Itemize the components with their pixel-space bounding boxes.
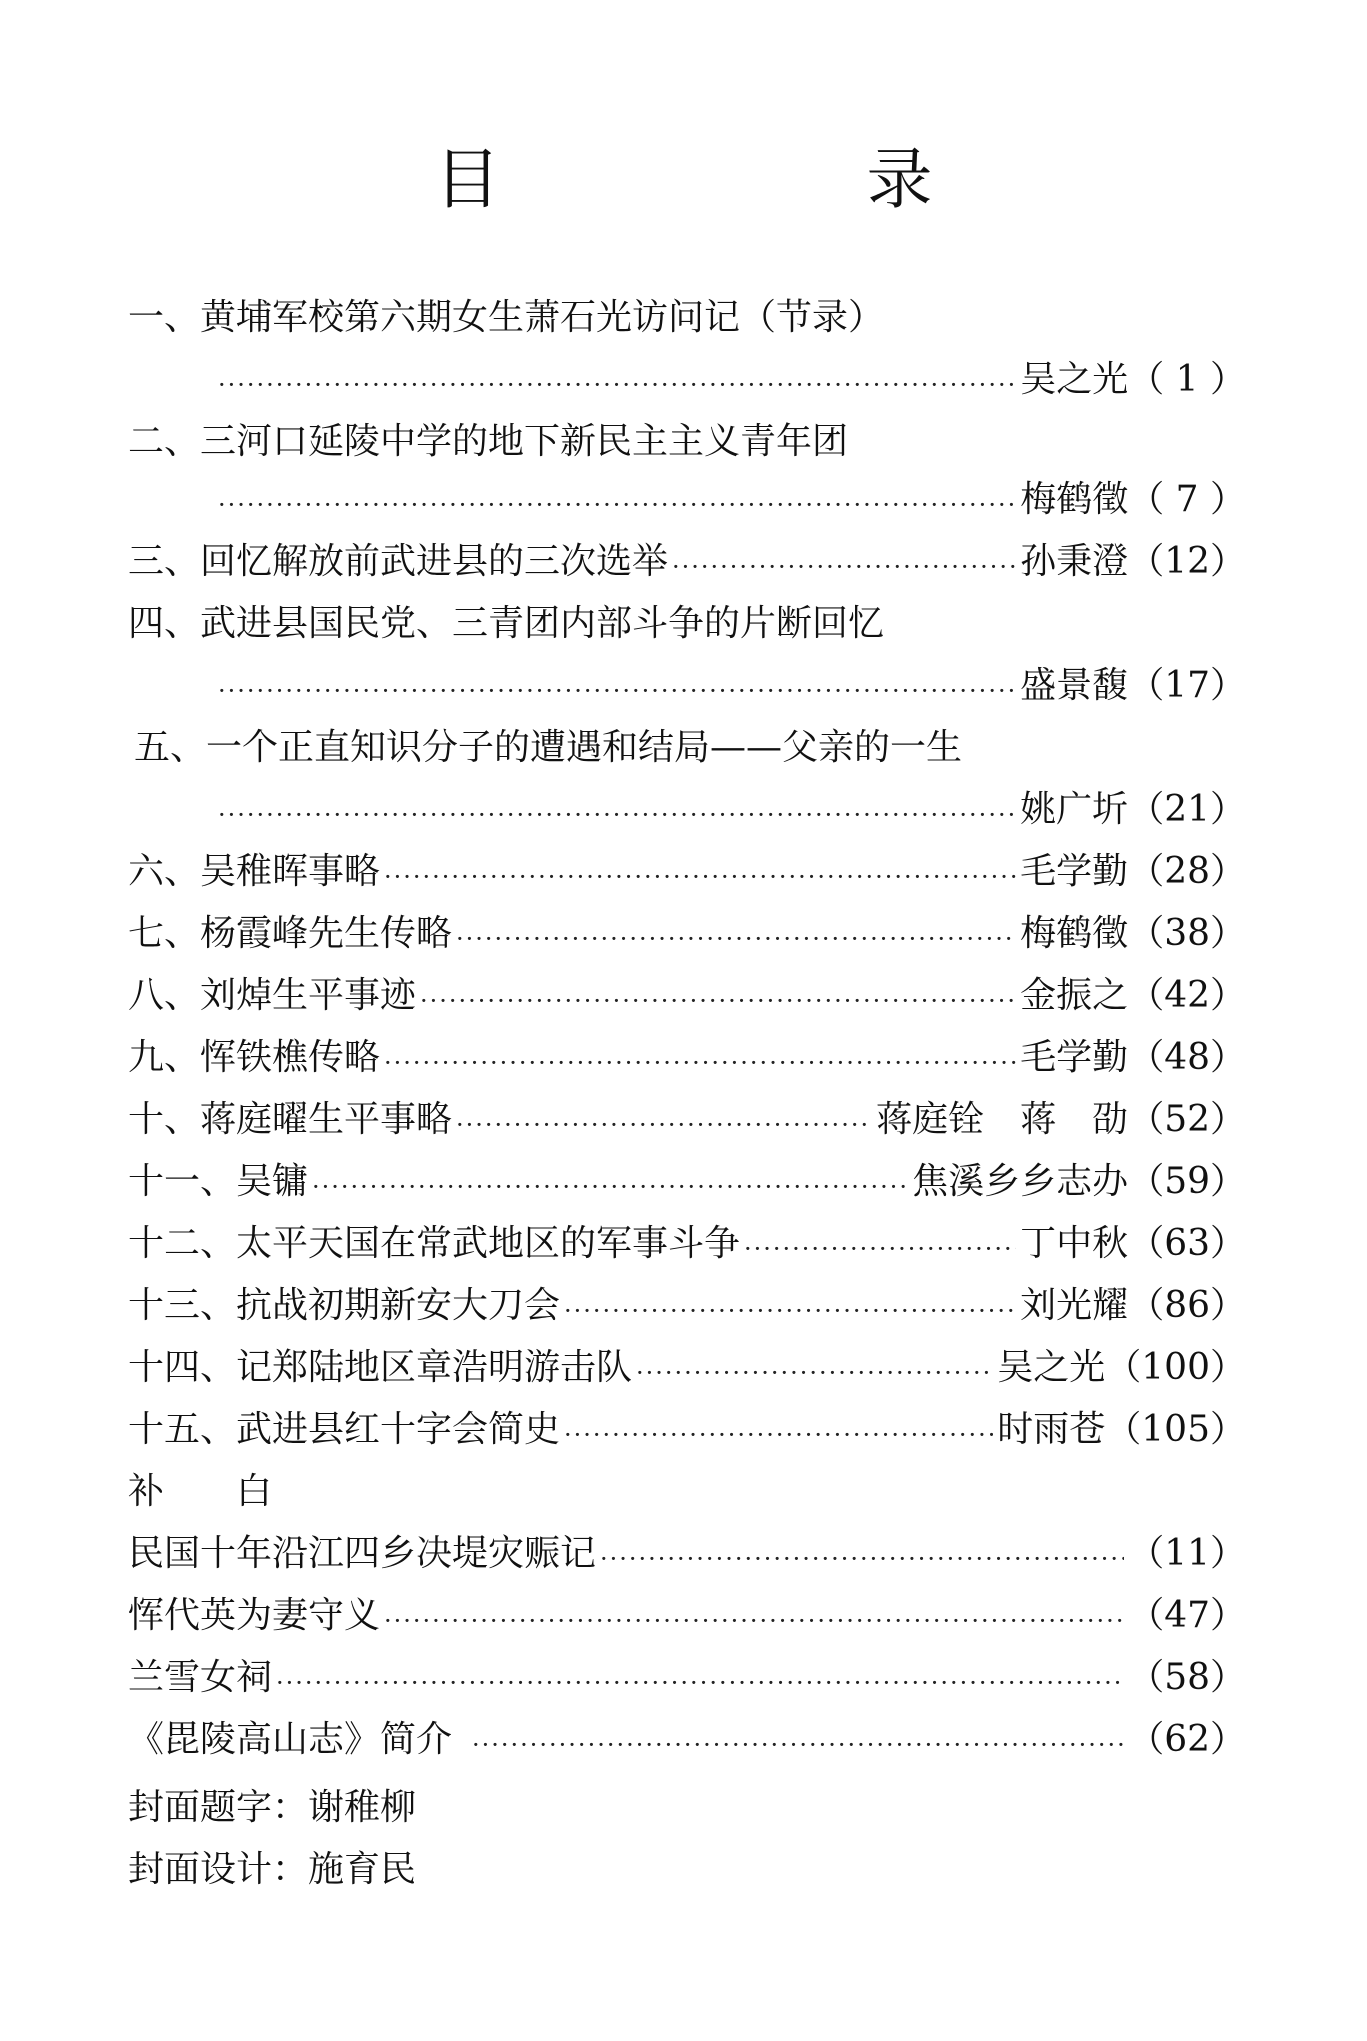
entry-page: （59） (1128, 1161, 1246, 1202)
toc-entry-5-leader[interactable] (128, 780, 1246, 832)
entry-title: 恽铁樵传略 (200, 1037, 381, 1078)
entry-author: 盛景馥 (1020, 665, 1129, 706)
entry-author: 梅鹤徵 (1020, 913, 1129, 954)
entry-author: 吴之光 (1020, 359, 1129, 400)
supplement-entry-4[interactable] (128, 1710, 1246, 1762)
entry-title: 刘焯生平事迹 (200, 975, 417, 1016)
entry-author: 焦溪乡乡志办 (912, 1161, 1129, 1202)
entry-number: 十三、 (128, 1285, 237, 1326)
cover-title-credit: 封面题字：谢稚柳 (128, 1787, 417, 1828)
entry-title: 三河口延陵中学的地下新民主主义青年团 (200, 421, 849, 462)
entry-title: 黄埔军校第六期女生萧石光访问记（节录） (200, 297, 885, 338)
entry-author: 毛学勤 (1020, 1037, 1129, 1078)
dot-leader (472, 1728, 1124, 1762)
dot-leader (564, 1294, 1016, 1328)
entry-page: （48） (1128, 1037, 1246, 1078)
dot-leader (672, 550, 1016, 584)
entry-title: 杨霞峰先生传略 (200, 913, 453, 954)
supplement-entry-1[interactable] (128, 1524, 1246, 1576)
supplement-entry-3[interactable] (128, 1648, 1246, 1700)
supplement-page: （62） (1128, 1719, 1246, 1760)
entry-page: （105） (1105, 1409, 1246, 1450)
entry-number: 十、 (128, 1099, 201, 1140)
dot-leader (218, 674, 1016, 708)
entry-page: （12） (1128, 541, 1246, 582)
toc-entry-3[interactable] (128, 532, 1246, 584)
toc-entry-11[interactable] (128, 1152, 1246, 1204)
entry-title: 太平天国在常武地区的军事斗争 (236, 1223, 741, 1264)
supplement-heading (128, 1462, 1246, 1514)
entry-page: （38） (1128, 913, 1246, 954)
toc-entry-14[interactable] (128, 1338, 1246, 1390)
entry-number: 十二、 (128, 1223, 237, 1264)
page-title: 目 录 (434, 141, 1083, 218)
toc-entry-1-leader[interactable] (128, 350, 1246, 402)
entry-author: 梅鹤徵 (1020, 479, 1129, 520)
supplement-page: （47） (1128, 1595, 1246, 1636)
entry-page: （100） (1105, 1347, 1246, 1388)
toc-entry-7[interactable] (128, 904, 1246, 956)
entry-page: （17） (1128, 665, 1246, 706)
dot-leader (384, 1604, 1124, 1638)
toc-entry-5[interactable] (134, 718, 1246, 770)
entry-number: 二、 (128, 421, 201, 462)
toc-entry-2[interactable] (128, 412, 1246, 464)
entry-title: 武进县国民党、三青团内部斗争的片断回忆 (200, 603, 885, 644)
entry-page: （42） (1128, 975, 1246, 1016)
entry-page: （63） (1128, 1223, 1246, 1264)
entry-number: 六、 (128, 851, 201, 892)
toc-entry-8[interactable] (128, 966, 1246, 1018)
dot-leader (384, 860, 1016, 894)
dot-leader (744, 1232, 1016, 1266)
dot-leader (420, 984, 1016, 1018)
toc-entry-12[interactable] (128, 1214, 1246, 1266)
entry-number: 一、 (128, 297, 201, 338)
supplement-page: （11） (1128, 1533, 1246, 1574)
entry-number: 十五、 (128, 1409, 237, 1450)
cover-design-credit: 封面设计：施育民 (128, 1849, 417, 1890)
entry-title: 记郑陆地区章浩明游击队 (236, 1347, 633, 1388)
dot-leader (456, 1108, 872, 1142)
entry-author: 丁中秋 (1020, 1223, 1129, 1264)
entry-number: 七、 (128, 913, 201, 954)
toc-entry-1[interactable] (128, 288, 1246, 340)
toc-entry-4-leader[interactable] (128, 656, 1246, 708)
dot-leader (218, 798, 1016, 832)
supplement-title: 恽代英为妻守义 (128, 1595, 381, 1636)
entry-author: 刘光耀 (1020, 1285, 1129, 1326)
entry-author: 金振之 (1020, 975, 1129, 1016)
dot-leader (456, 922, 1016, 956)
entry-page: （21） (1128, 789, 1246, 830)
entry-author: 姚广圻 (1020, 789, 1129, 830)
toc-entry-6[interactable] (128, 842, 1246, 894)
dot-leader (276, 1666, 1124, 1700)
supplement-entry-2[interactable] (128, 1586, 1246, 1638)
dot-leader (312, 1170, 908, 1204)
supplement-title: 《毘陵高山志》简介 (128, 1719, 453, 1760)
entry-title: 抗战初期新安大刀会 (236, 1285, 561, 1326)
dot-leader (600, 1542, 1124, 1576)
dot-leader (218, 368, 1016, 402)
entry-title: 蒋庭曜生平事略 (200, 1099, 453, 1140)
entry-title: 武进县红十字会简史 (236, 1409, 561, 1450)
entry-number: 四、 (128, 603, 201, 644)
entry-author: 蒋庭铨 蒋 劭 (876, 1099, 1129, 1140)
toc-entry-2-leader[interactable] (128, 470, 1246, 522)
toc-entry-4[interactable] (128, 594, 1246, 646)
entry-number: 十四、 (128, 1347, 237, 1388)
dot-leader (564, 1418, 993, 1452)
dot-leader (636, 1356, 993, 1390)
entry-author: 时雨苍 (997, 1409, 1106, 1450)
supplement-label: 补白 (128, 1471, 345, 1512)
entry-page: （52） (1128, 1099, 1246, 1140)
entry-title: 回忆解放前武进县的三次选举 (200, 541, 669, 582)
dot-leader (218, 488, 1016, 522)
dot-leader (384, 1046, 1016, 1080)
entry-author: 孙秉澄 (1020, 541, 1129, 582)
entry-number: 九、 (128, 1037, 201, 1078)
entry-author: 吴之光 (997, 1347, 1106, 1388)
entry-title: 吴稚晖事略 (200, 851, 381, 892)
entry-author: 毛学勤 (1020, 851, 1129, 892)
toc-entry-9[interactable] (128, 1028, 1246, 1080)
entry-page: （86） (1128, 1285, 1246, 1326)
entry-title: 吴镛 (236, 1161, 309, 1202)
entry-number: 十一、 (128, 1161, 237, 1202)
entry-page: （ 1 ） (1128, 359, 1246, 400)
entry-number: 八、 (128, 975, 201, 1016)
toc-entry-10[interactable] (128, 1090, 1246, 1142)
entry-page: （28） (1128, 851, 1246, 892)
supplement-title: 民国十年沿江四乡决堤灾赈记 (128, 1533, 597, 1574)
toc-entry-15[interactable] (128, 1400, 1246, 1452)
entry-number: 三、 (128, 541, 201, 582)
entry-title: 一个正直知识分子的遭遇和结局——父亲的一生 (206, 727, 963, 768)
entry-number: 五、 (134, 727, 207, 768)
supplement-page: （58） (1128, 1657, 1246, 1698)
entry-page: （ 7 ） (1128, 479, 1246, 520)
toc-entry-13[interactable] (128, 1276, 1246, 1328)
supplement-title: 兰雪女祠 (128, 1657, 273, 1698)
